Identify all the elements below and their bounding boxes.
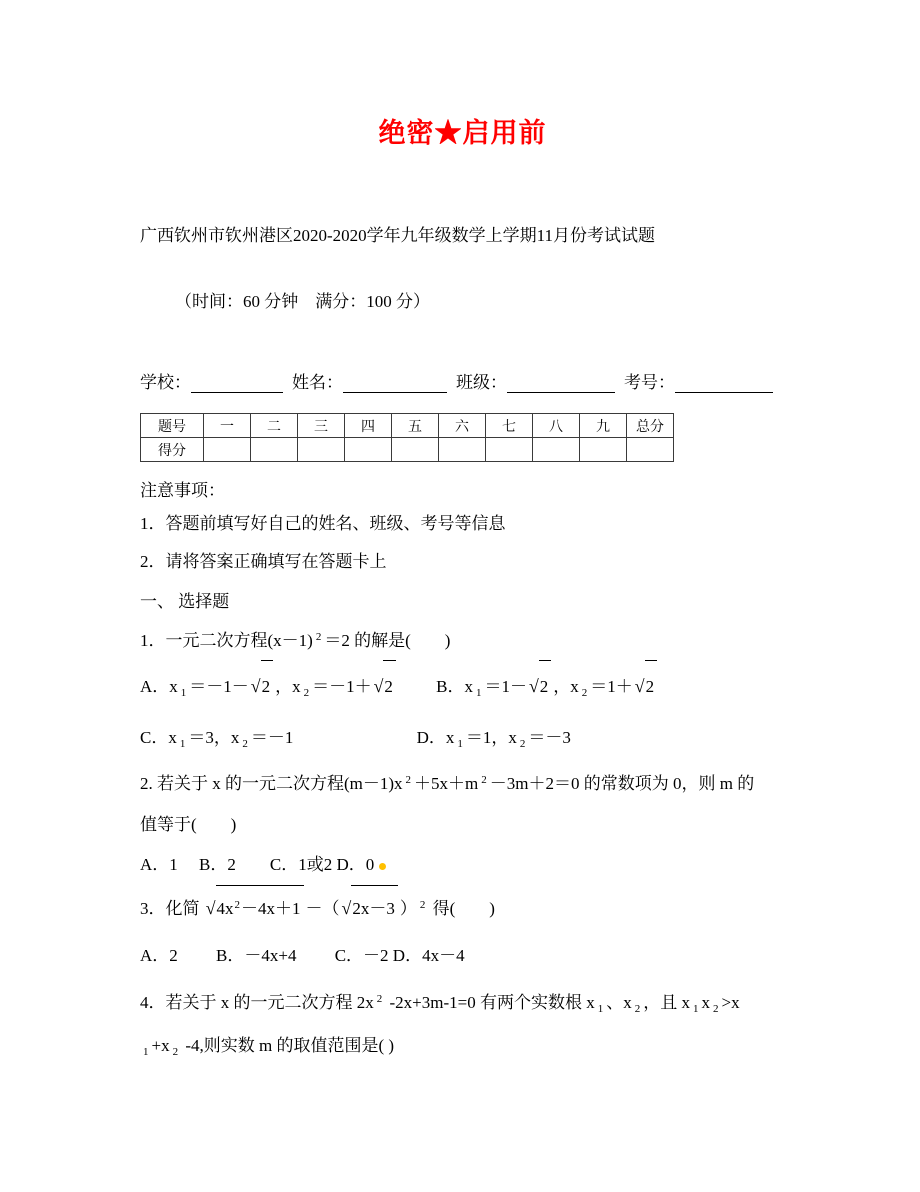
subscript: 2 bbox=[519, 738, 526, 750]
exam-title: 广西钦州市钦州港区2020-2020学年九年级数学上学期11月份考试试题 bbox=[140, 226, 656, 245]
text-run: ＝1，x bbox=[465, 728, 517, 747]
sqrt-radical bbox=[206, 885, 304, 932]
radical-sign-icon: √ bbox=[341, 898, 352, 918]
text-run: 1．答题前填写好自己的姓名、班级、考号等信息 bbox=[140, 514, 506, 533]
superscript: 2 bbox=[405, 774, 412, 786]
radical-sign-icon: √ bbox=[528, 676, 539, 696]
q4-line2 bbox=[140, 1025, 785, 1067]
subscript: 2 bbox=[242, 738, 248, 750]
subscript: 1 bbox=[180, 687, 187, 699]
text-run: 得( ) bbox=[428, 899, 495, 918]
q3 bbox=[140, 885, 785, 932]
q2-line1 bbox=[140, 763, 785, 805]
text-run: 3．化简 bbox=[140, 899, 204, 918]
text-run: 4．若关于 x 的一元二次方程 2x bbox=[140, 993, 374, 1012]
score-empty-cell bbox=[627, 438, 674, 462]
text-run: ＝1＋ bbox=[590, 677, 633, 696]
subscript: 1 bbox=[179, 738, 186, 750]
subscript: 2 bbox=[303, 687, 310, 699]
info-field-blank bbox=[507, 376, 615, 393]
radical-sign-icon: √ bbox=[250, 676, 261, 696]
info-field-label: 考号： bbox=[624, 373, 675, 392]
text-run: ＋5x＋m bbox=[414, 774, 479, 793]
superscript: 2 bbox=[481, 774, 487, 786]
text-run: －3m＋2＝0 的常数项为 0，则 m 的 bbox=[489, 774, 755, 793]
q2-options bbox=[140, 845, 785, 885]
text-run: 4x bbox=[216, 899, 234, 918]
info-field-blank bbox=[675, 376, 773, 393]
q1-options-cd bbox=[140, 713, 785, 763]
text-run: ＝3，x bbox=[188, 728, 240, 747]
subscript: 2 bbox=[581, 687, 588, 699]
score-empty-cell bbox=[580, 438, 627, 462]
q1 bbox=[140, 622, 785, 660]
text-run: 2．请将答案正确填写在答题卡上 bbox=[140, 552, 387, 571]
score-empty-cell bbox=[533, 438, 580, 462]
text-run: x bbox=[701, 993, 710, 1012]
info-field-blank bbox=[191, 376, 283, 393]
text-run: 1．一元二次方程(x－1) bbox=[140, 631, 313, 650]
question-number-cell: 七 bbox=[486, 414, 533, 438]
subscript: 2 bbox=[634, 1003, 641, 1015]
radical-sign-icon: √ bbox=[373, 676, 384, 696]
text-run: ，x bbox=[553, 677, 579, 696]
secret-banner: 绝密★启用前 bbox=[378, 118, 547, 148]
text-run: －4x＋1 bbox=[241, 899, 301, 918]
score-empty-cell bbox=[251, 438, 298, 462]
section-title bbox=[140, 582, 785, 622]
question-number-cell: 五 bbox=[392, 414, 439, 438]
q1-options-ab bbox=[140, 660, 785, 713]
info-field bbox=[456, 368, 615, 393]
text-run: 2 bbox=[261, 677, 271, 696]
info-field-label: 姓名： bbox=[292, 373, 343, 392]
sqrt-radical bbox=[529, 660, 551, 713]
question-number-cell: 九 bbox=[580, 414, 627, 438]
q3-options bbox=[140, 932, 785, 980]
sqrt-radical bbox=[635, 660, 657, 713]
score-summary-table bbox=[140, 413, 674, 462]
radicand bbox=[351, 885, 398, 932]
text-run: ＝－1－ bbox=[189, 677, 249, 696]
time-score-line: （时间：60 分钟 满分：100 分） bbox=[175, 292, 430, 311]
text-run: 一、 选择题 bbox=[140, 592, 230, 611]
q2-line2 bbox=[140, 805, 785, 845]
info-field-label: 学校： bbox=[140, 373, 191, 392]
text-run: A．x bbox=[140, 677, 178, 696]
sqrt-radical bbox=[342, 885, 398, 932]
info-field-label: 班级： bbox=[456, 373, 507, 392]
question-number-label: 题号 bbox=[141, 414, 204, 438]
question-number-cell: 二 bbox=[251, 414, 298, 438]
info-field-blank bbox=[343, 376, 447, 393]
info-field bbox=[624, 368, 773, 393]
exam-body bbox=[140, 476, 785, 1067]
text-run: 2 bbox=[384, 677, 393, 696]
radicand bbox=[539, 660, 552, 713]
radicand bbox=[261, 660, 274, 713]
subscript: 1 bbox=[457, 738, 463, 750]
score-row-label: 得分 bbox=[141, 438, 204, 462]
text-run: ） bbox=[399, 899, 417, 918]
text-run: ＝2 的解是( ) bbox=[324, 631, 451, 650]
text-run: -4,则实数 m 的取值范围是( ) bbox=[181, 1036, 395, 1055]
sqrt-radical bbox=[374, 660, 396, 713]
text-run: -2x+3m-1=0 有两个实数根 x bbox=[385, 993, 595, 1012]
score-table-score-row bbox=[141, 438, 674, 462]
subscript: 1 bbox=[475, 687, 482, 699]
text-run: ＝－3 bbox=[528, 728, 571, 747]
question-number-cell: 三 bbox=[298, 414, 345, 438]
text-run: ，且 x bbox=[643, 993, 690, 1012]
student-info-fields bbox=[140, 368, 785, 393]
score-empty-cell bbox=[345, 438, 392, 462]
superscript: 2 bbox=[315, 631, 322, 643]
text-run: A．2 B．－4x+4 C．－2 D．4x－4 bbox=[140, 946, 465, 965]
text-run: >x bbox=[721, 993, 740, 1012]
subscript: 2 bbox=[712, 1003, 719, 1015]
score-empty-cell bbox=[204, 438, 251, 462]
score-empty-cell bbox=[392, 438, 439, 462]
text-run: A．1 B．2 C．1或2 D．0 bbox=[140, 855, 375, 874]
radicand bbox=[216, 885, 304, 932]
text-run: ，x bbox=[275, 677, 301, 696]
score-empty-cell bbox=[298, 438, 345, 462]
subscript: 1 bbox=[143, 1046, 149, 1058]
text-run: B．x bbox=[397, 677, 473, 696]
radical-sign-icon: √ bbox=[205, 898, 216, 918]
text-run: 注意事项： bbox=[140, 481, 225, 500]
text-run: 值等于( ) bbox=[140, 815, 237, 834]
note-2 bbox=[140, 542, 785, 582]
text-run: ＝1－ bbox=[484, 677, 527, 696]
q4-line1 bbox=[140, 980, 785, 1025]
note-1 bbox=[140, 506, 785, 542]
text-run: 2. 若关于 x 的一元二次方程(m－1)x bbox=[140, 774, 403, 793]
text-run: ＝－1＋ bbox=[312, 677, 372, 696]
text-run: 2 bbox=[539, 677, 549, 696]
superscript: 2 bbox=[419, 899, 426, 911]
question-number-cell: 一 bbox=[204, 414, 251, 438]
radicand bbox=[383, 660, 396, 713]
subscript: 1 bbox=[692, 1003, 699, 1015]
question-number-cell: 总分 bbox=[627, 414, 674, 438]
question-number-cell: 八 bbox=[533, 414, 580, 438]
question-number-cell: 四 bbox=[345, 414, 392, 438]
superscript: 2 bbox=[376, 993, 383, 1005]
text-run: 、x bbox=[606, 993, 632, 1012]
text-run: ＝－1 D．x bbox=[250, 728, 455, 747]
radical-sign-icon: √ bbox=[634, 676, 645, 696]
text-run: －（ bbox=[305, 899, 340, 918]
score-empty-cell bbox=[486, 438, 533, 462]
text-run: +x bbox=[151, 1036, 170, 1055]
info-field bbox=[292, 368, 447, 393]
question-number-cell: 六 bbox=[439, 414, 486, 438]
score-empty-cell bbox=[439, 438, 486, 462]
subscript: 2 bbox=[172, 1046, 179, 1058]
text-run: 2 bbox=[645, 677, 655, 696]
text-run: 2x－3 bbox=[352, 899, 395, 918]
radicand bbox=[645, 660, 658, 713]
subscript: 1 bbox=[597, 1003, 604, 1015]
text-run: C．x bbox=[140, 728, 177, 747]
superscript: 2 bbox=[234, 899, 241, 911]
info-field bbox=[140, 368, 283, 393]
emphasis-dot bbox=[379, 863, 386, 870]
notes-title bbox=[140, 476, 785, 506]
sqrt-radical bbox=[251, 660, 273, 713]
score-table-header-row bbox=[141, 414, 674, 438]
